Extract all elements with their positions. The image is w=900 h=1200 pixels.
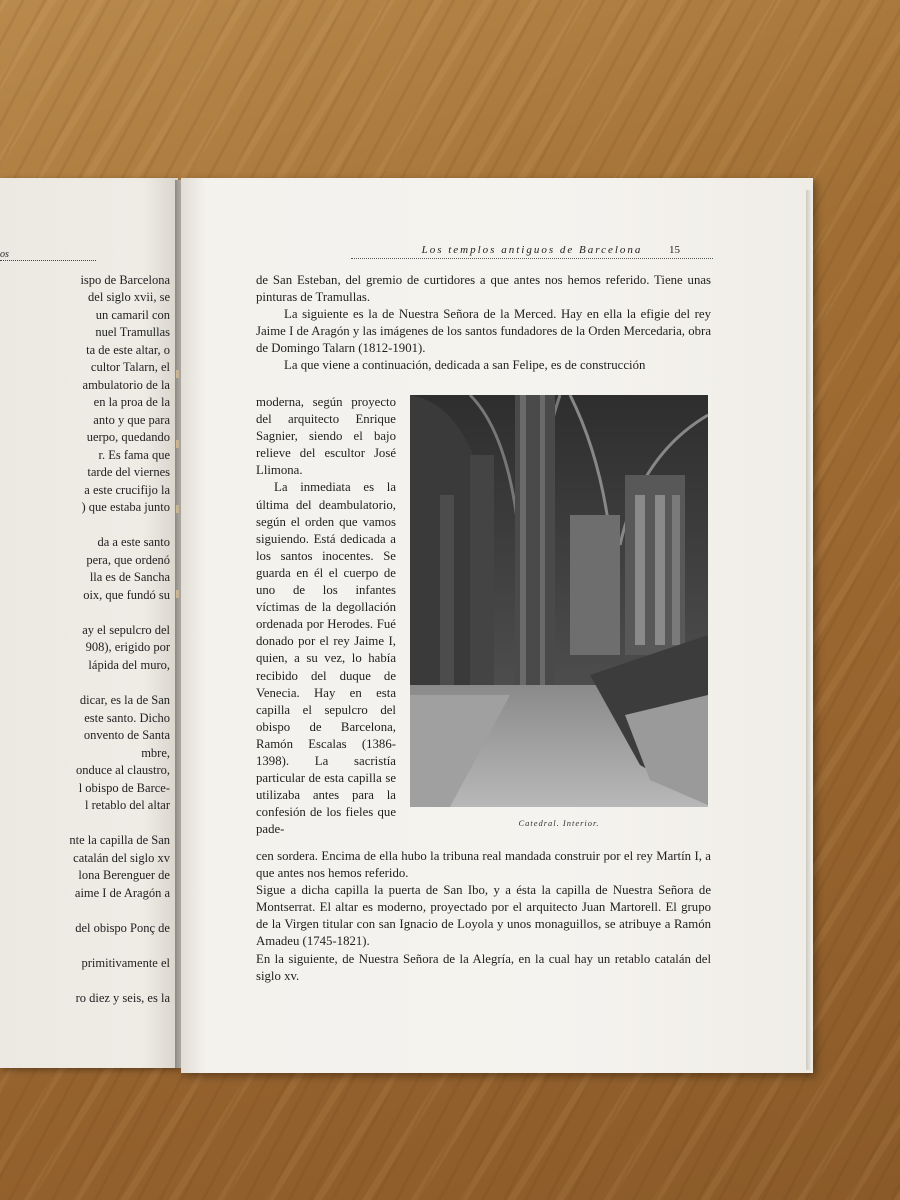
left-text-line: pera, que ordenó xyxy=(86,553,170,567)
left-text-line: dicar, es la de San xyxy=(79,693,170,707)
left-text-line: 908), erigido por xyxy=(85,640,170,654)
left-text-line: primitivamente el xyxy=(81,956,170,970)
left-text-line: ispo de Barcelona xyxy=(80,273,170,287)
left-text-line: nuel Tramullas xyxy=(95,325,170,339)
left-text-line: tarde del viernes xyxy=(87,465,170,479)
left-text-line: lona Berenguer de xyxy=(78,868,170,882)
paragraph: Sigue a dicha capilla la puerta de San Ibo, y a ésta la capilla de Nuestra Señora de Montserrat. El altar es moderno, proyectado por el arquitecto Juan Martorell. El grupo de la Virgen titular con san Ignacio de Loyola y unos monaguillos, se atribuye a Ramón Amadeu (1745-1821). xyxy=(256,883,711,949)
top-text-block xyxy=(256,272,711,375)
left-text-line: a este crucifijo la xyxy=(84,483,170,497)
left-text-line: ) que estaba junto xyxy=(81,500,170,514)
page-edge-shadow xyxy=(806,190,812,1070)
left-text-line: l retablo del altar xyxy=(84,798,170,812)
left-book-page xyxy=(0,178,178,1068)
left-text-line: ta de este altar, o xyxy=(86,343,170,357)
binding-stitch xyxy=(176,590,179,598)
left-text-line: lla es de Sancha xyxy=(89,570,170,584)
left-running-head xyxy=(0,250,96,261)
cathedral-interior-illustration xyxy=(410,395,708,807)
paragraph: En la siguiente, de Nuestra Señora de la Alegría, en la cual hay un retablo catalán del siglo xv. xyxy=(256,951,711,983)
left-text-line: un camaril con xyxy=(95,308,170,322)
left-text-line: catalán del siglo xv xyxy=(73,851,170,865)
left-text-line: anto y que para xyxy=(93,413,170,427)
binding-stitch xyxy=(176,370,179,378)
left-text-line: onduce al claustro, xyxy=(75,763,170,777)
right-book-page xyxy=(181,178,813,1073)
left-text-line: mbre, xyxy=(141,746,170,760)
left-text-line: del siglo xvii, se xyxy=(88,290,170,304)
left-text-line: r. Es fama que xyxy=(98,448,170,462)
page-number: 15 xyxy=(669,244,680,256)
paragraph: La que viene a continuación, dedicada a san Felipe, es de construcción xyxy=(284,358,646,373)
left-text-line: del obispo Ponç de xyxy=(75,921,170,935)
binding-stitch xyxy=(176,505,179,513)
left-text-line: nte la capilla de San xyxy=(69,833,170,847)
paragraph: La inmediata es la última del deambulatorio, según el orden que vamos siguiendo. Está dedicada a los santos inocentes. Se guarda en él el cuerpo de uno de los infantes víctimas de la degollación ordenada por Herodes. Fué donado por el rey Jaime I, quien, a su vez, lo había recibido del duque de Venecia. Hay en esta capilla el sepulcro del obispo de Barcelona, Ramón Escalas (1386-1398). La sacristía particular de esta capilla se utilizaba antes para la confesión de los fieles que pade- xyxy=(256,480,396,837)
left-text-line: en la proa de la xyxy=(93,395,170,409)
binding-stitch xyxy=(176,440,179,448)
left-text-line: l obispo de Barce- xyxy=(78,781,170,795)
paragraph: La siguiente es la de Nuestra Señora de la Merced. Hay en ella la efigie del rey Jaime I de Aragón y las imágenes de los santos fundadores de la Orden Mercedaria, obra de Domingo Talarn (1812-1901). xyxy=(256,307,711,356)
cathedral-interior-photo xyxy=(410,395,708,807)
left-text-line: onvento de Santa xyxy=(83,728,170,742)
photo-caption: Catedral. Interior. xyxy=(518,818,600,828)
left-running-head-text: os xyxy=(0,249,9,260)
paragraph: cen sordera. Encima de ella hubo la tribuna real mandada construir por el rey Martín I, a que antes nos hemos referido. xyxy=(256,849,711,881)
lower-text-block xyxy=(256,848,711,985)
left-text-line: ay el sepulcro del xyxy=(82,623,170,637)
left-text-line: ambulatorio de la xyxy=(82,378,170,392)
left-text-line: lápida del muro, xyxy=(88,658,170,672)
paragraph: moderna, según proyecto del arquitecto Enrique Sagnier, siendo el bajo relieve del escultor José Llimona. xyxy=(256,395,396,478)
left-text-line: aime I de Aragón a xyxy=(74,886,170,900)
left-text-line: este santo. Dicho xyxy=(84,711,170,725)
running-head: Los templos antiguos de Barcelona xyxy=(351,244,713,259)
paragraph: de San Esteban, del gremio de curtidores a que antes nos hemos referido. Tiene unas pinturas de Tramullas. xyxy=(256,273,711,305)
left-text-line: uerpo, quedando xyxy=(86,430,170,444)
left-text-line: ro diez y seis, es la xyxy=(75,991,170,1005)
wrapped-text-column xyxy=(256,394,396,838)
left-text-line: oix, que fundó su xyxy=(83,588,170,602)
left-text-line: da a este santo xyxy=(97,535,170,549)
left-text-line: cultor Talarn, el xyxy=(90,360,170,374)
